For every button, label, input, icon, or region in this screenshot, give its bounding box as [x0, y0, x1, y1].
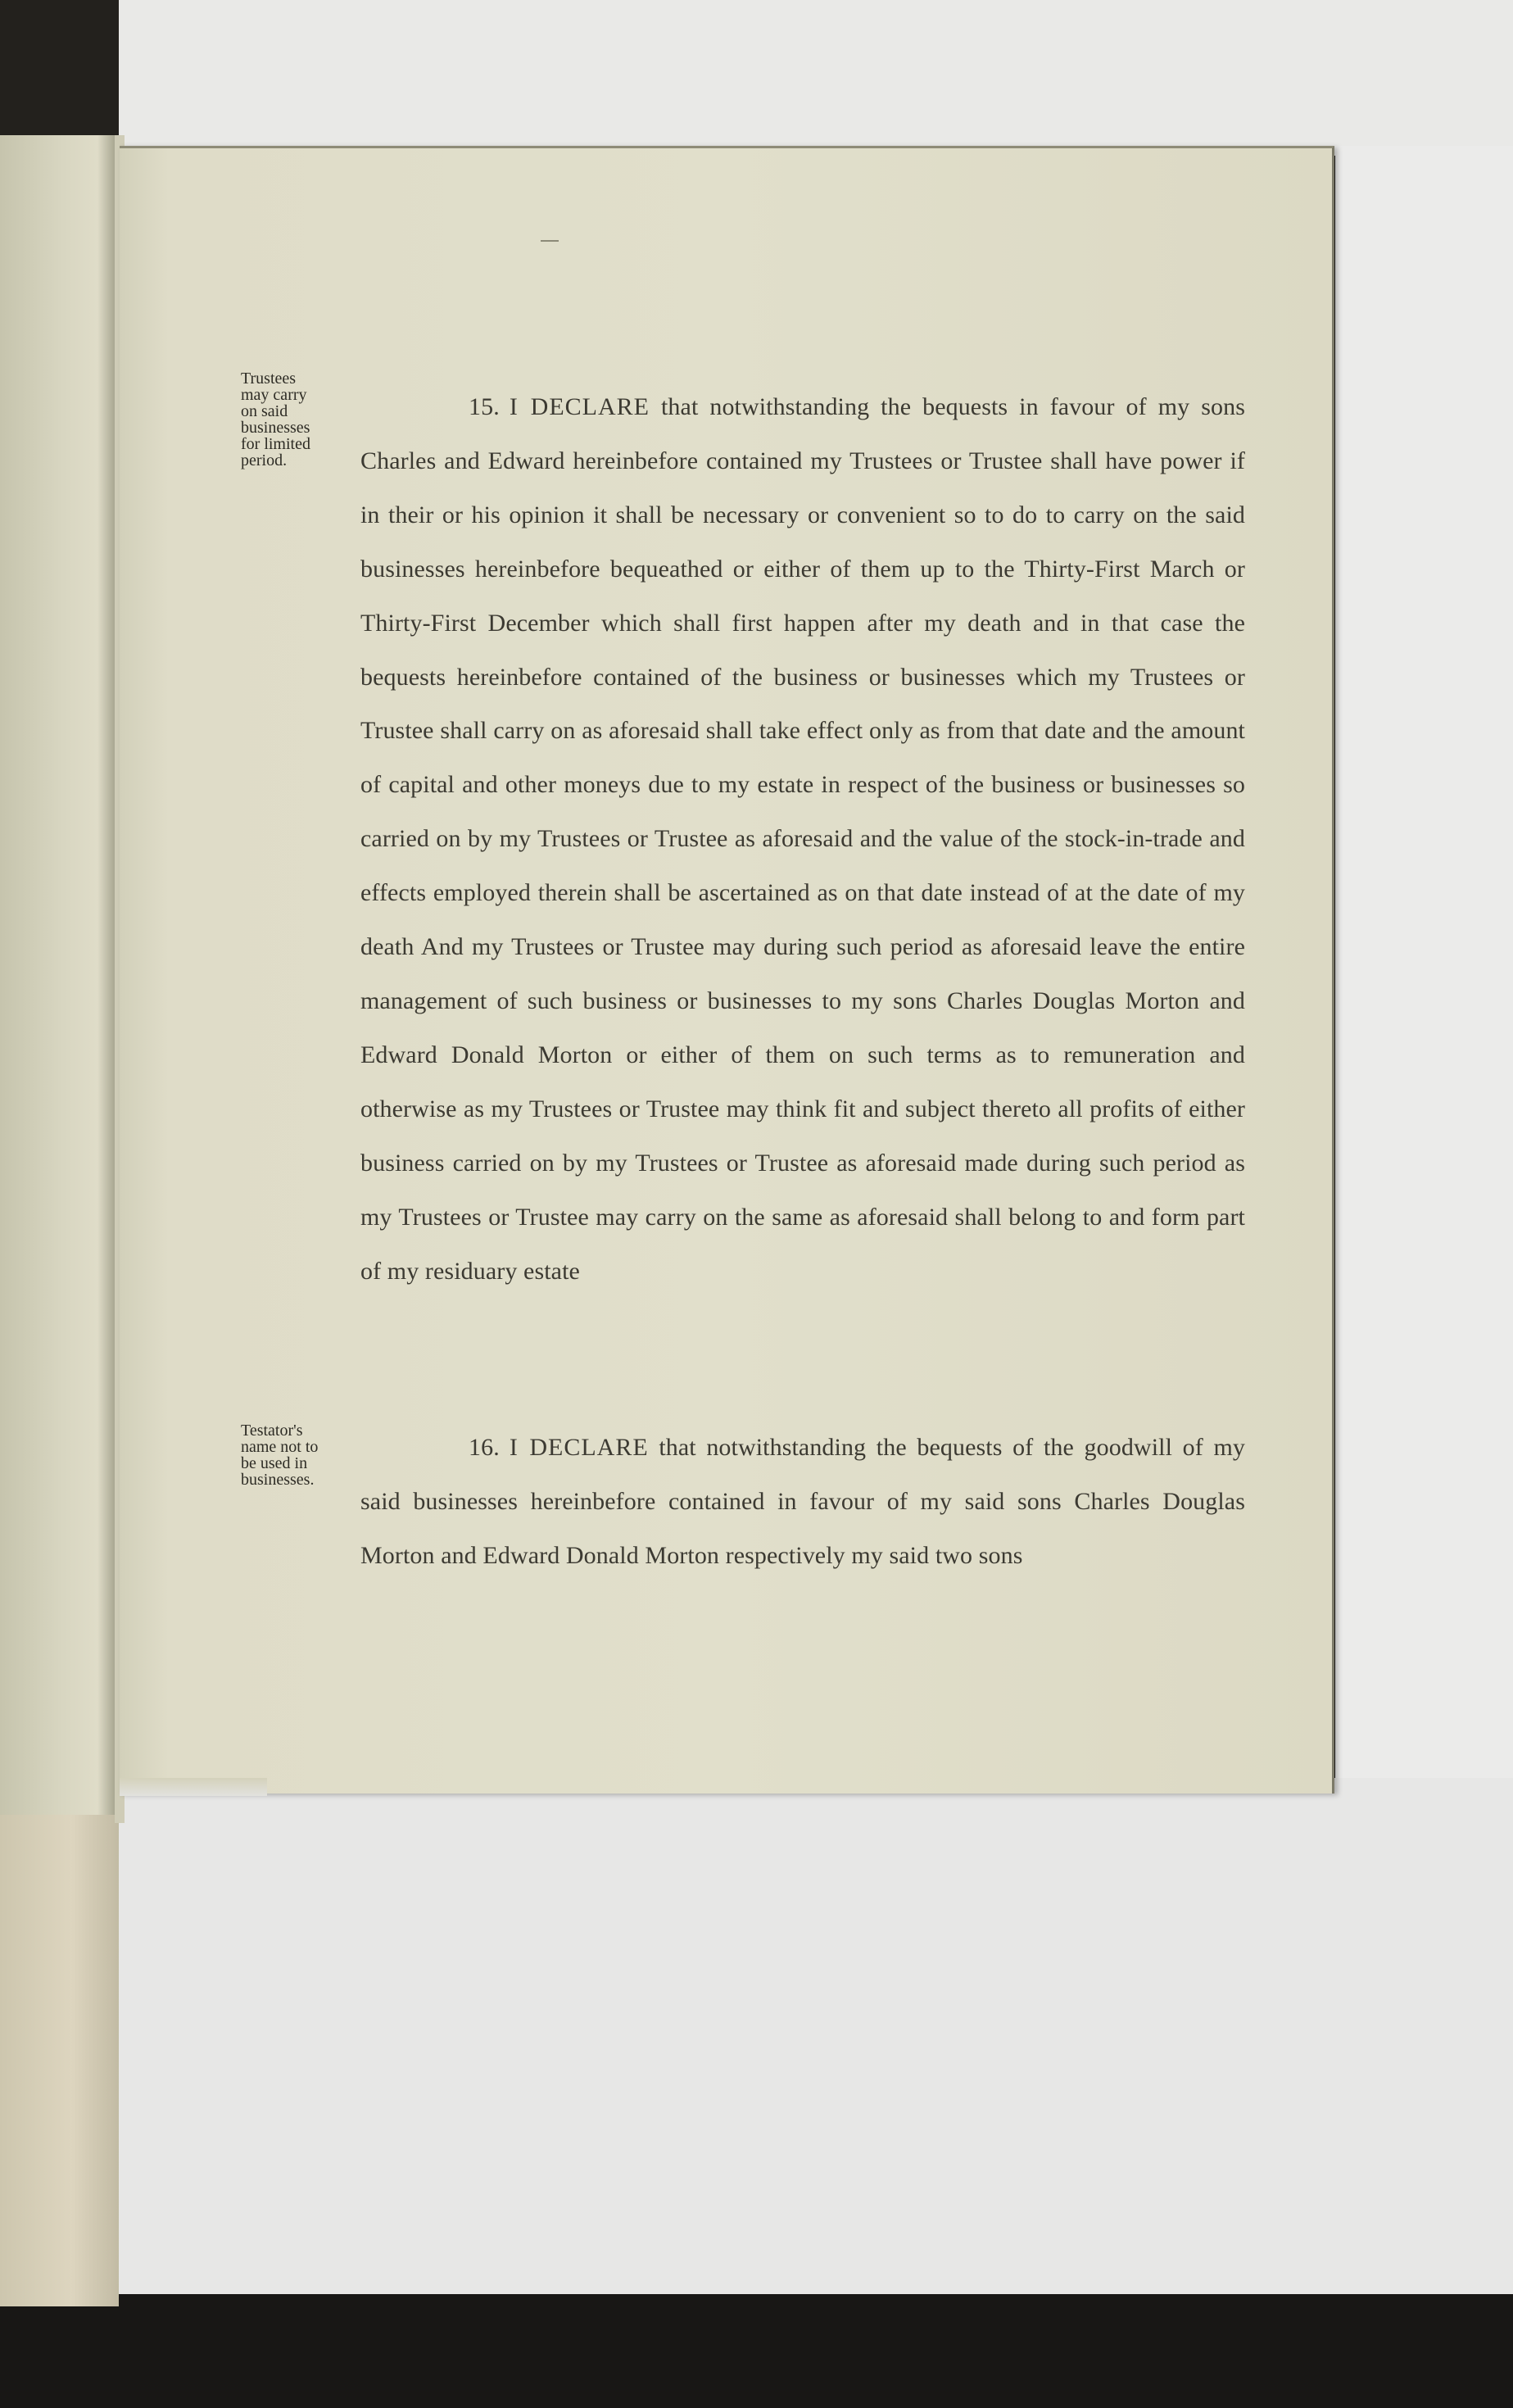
facing-page-lower-edge [0, 1815, 119, 2306]
clause-lead: I DECLARE [509, 393, 650, 420]
clause-number: 15. [469, 393, 500, 420]
clause-15 [360, 380, 1245, 1298]
background-board-bottom [119, 1778, 1513, 2294]
margin-note-trustees-carry-on: Trustees may carry on said businesses for limited period. [241, 370, 310, 469]
clause-text: that notwithstanding the bequests of the goodwill of my said businesses hereinbefore contained in favour of my said sons Charles Douglas Morton and Edward Donald Morton respectively my said two sons [360, 1434, 1245, 1569]
background-board-right [1335, 146, 1513, 1784]
clause-lead: I DECLARE [509, 1434, 649, 1461]
facing-page-edge [0, 135, 116, 1815]
printer-mark [541, 240, 559, 242]
page-fold [120, 1778, 267, 1796]
margin-note-testator-name: Testator's name not to be used in businesses. [241, 1422, 319, 1489]
background-dark-bottom [0, 2294, 1513, 2408]
clause-text: that notwithstanding the bequests in favour of my sons Charles and Edward hereinbefore contained my Trustees or Trustee shall have power if in their or his opinion it shall be necessary or convenient so to do to carry on the said businesses hereinbefore bequeathed or either of them up to the Thirty-First March or Thirty-First December which shall first happen after my death and in that case the bequests hereinbefore contained of the business or businesses which my Trustees or Trustee shall carry on as aforesaid shall take effect only as from that date and the amount of capital and other moneys due to my estate in respect of the business or businesses so carried on by my Trustees or Trustee as aforesaid and the value of the stock-in-trade and effects employed therein shall be ascertained as on that date instead of at the date of my death And my Trustees or Trustee may during such period as aforesaid leave the entire management of such business or businesses to my sons Charles Douglas Morton and Edward Donald Morton or either of them on such terms as to remuneration and otherwise as my Trustees or Trustee may think fit and subject thereto all profits of either business carried on by my Trustees or Trustee as aforesaid made during such period as my Trustees or Trustee may carry on the same as aforesaid shall belong to and form part of my residuary estate [360, 393, 1245, 1285]
background-board-top [119, 0, 1513, 156]
clause-16 [360, 1421, 1245, 1583]
clause-number: 16. [469, 1434, 500, 1461]
